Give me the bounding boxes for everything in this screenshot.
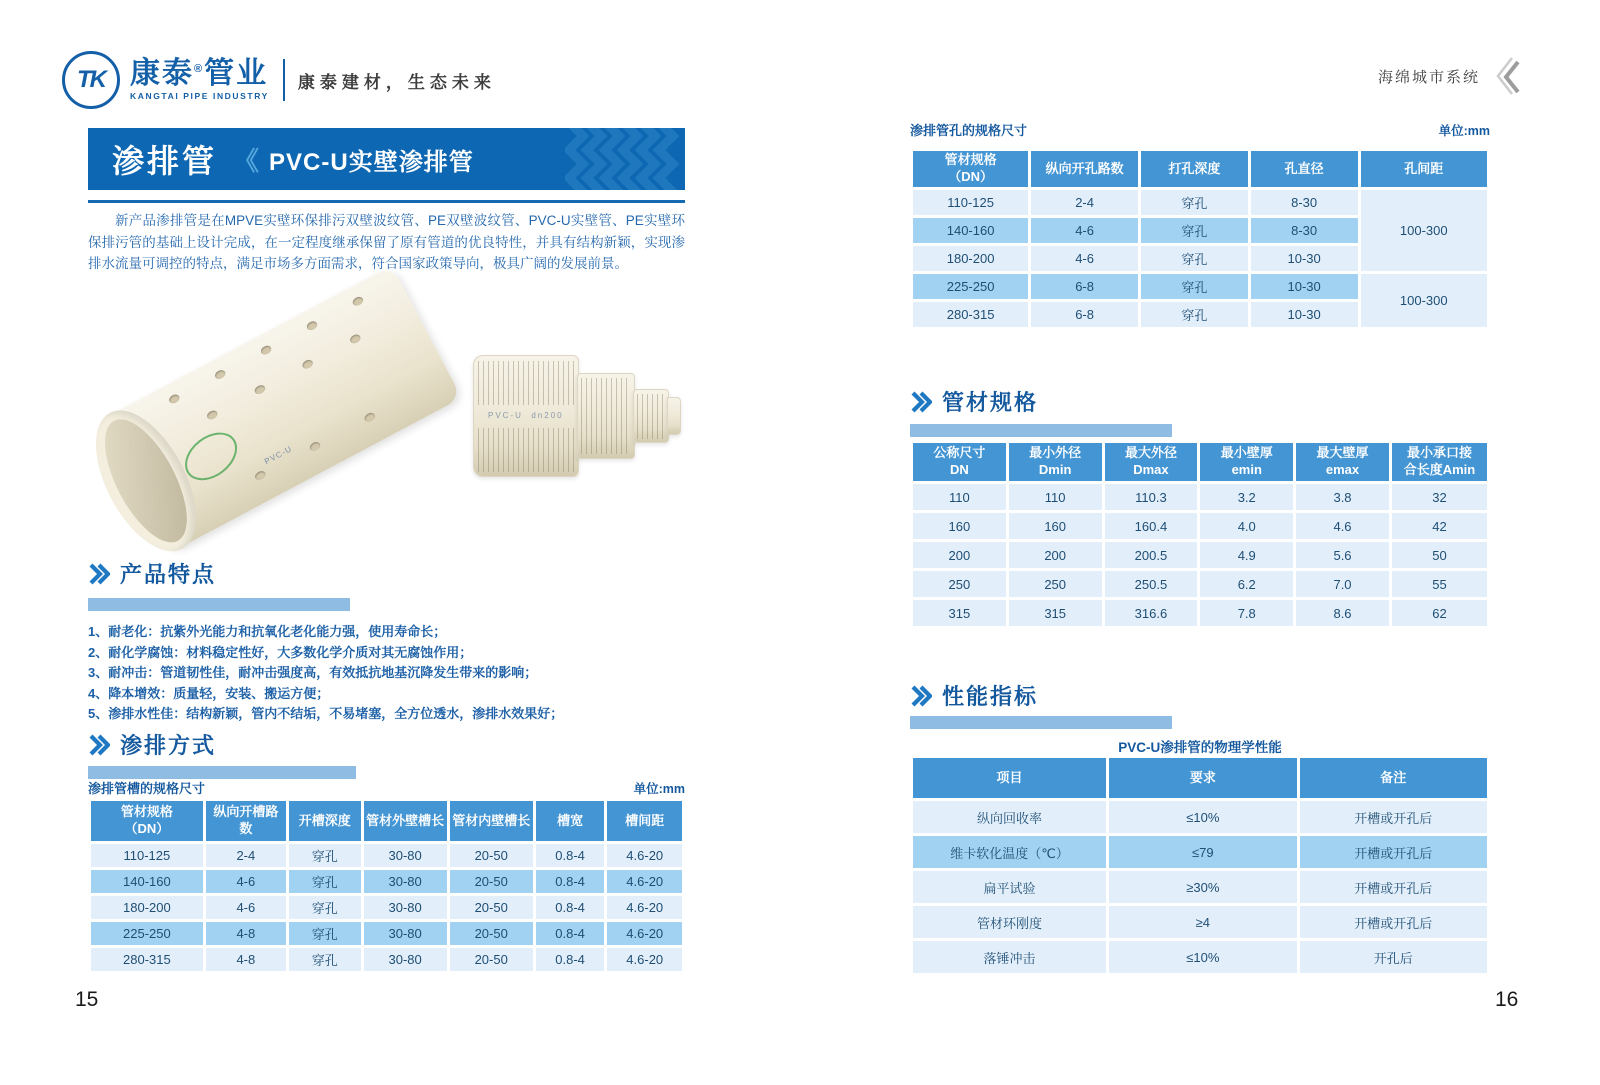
pipe-section-medium [577, 373, 635, 459]
table-cell: ≤79 [1109, 836, 1296, 868]
table-cell: 7.0 [1296, 571, 1389, 597]
column-header: 管材内壁槽长 [450, 801, 533, 841]
table-cell: ≤10% [1109, 801, 1296, 833]
table-cell: 32 [1392, 484, 1487, 510]
section-underline-bar [88, 598, 350, 611]
data-table [88, 798, 685, 974]
table-cell: 200 [1009, 542, 1102, 568]
table-caption: 渗排管孔的规格尺寸 [910, 123, 1028, 138]
table-row [913, 542, 1487, 568]
double-chevron-icon [910, 391, 932, 413]
table-cell: 落锤冲击 [913, 941, 1106, 973]
table-cell: 4.6-20 [607, 870, 682, 893]
table-cell: 30-80 [364, 870, 447, 893]
catalog-page-right [800, 0, 1600, 1085]
feature-item: 1、耐老化：抗紫外光能力和抗氧化老化能力强，使用寿命长； [88, 624, 447, 639]
banner-title: 渗排管 [112, 143, 218, 179]
data-table [910, 148, 1490, 330]
table-cell: 0.8-4 [536, 948, 605, 971]
table-cell: 0.8-4 [536, 896, 605, 919]
table-cell: 维卡软化温度（℃） [913, 836, 1106, 868]
chevron-pattern-icon [565, 128, 685, 190]
pipe-print-marking: PVC-U [262, 444, 294, 467]
table-cell: 穿孔 [289, 948, 361, 971]
table-cell: 开槽或开孔后 [1300, 871, 1487, 903]
feature-item: 4、降本增效：质量轻，安装、搬运方便； [88, 685, 330, 701]
table-row [91, 948, 682, 971]
registered-mark: ® [194, 63, 205, 76]
table-cell: 62 [1392, 600, 1487, 626]
table-cell: 30-80 [364, 896, 447, 919]
sponge-city-label: 海绵城市系统 [1377, 68, 1480, 86]
column-header: 最大外径 Dmax [1105, 443, 1198, 481]
column-header: 要求 [1109, 758, 1296, 798]
data-table [910, 755, 1490, 976]
table-cell: 8-30 [1251, 218, 1358, 243]
table-caption-row [88, 778, 685, 797]
table-row [91, 922, 682, 945]
column-header: 打孔深度 [1141, 151, 1248, 187]
section-heading-seepage-method [88, 729, 216, 760]
table-cell: 穿孔 [1141, 218, 1248, 243]
seepage-slot-spec-table [88, 798, 685, 974]
table-cell: ≥30% [1109, 871, 1296, 903]
column-header: 最小外径 Dmin [1009, 443, 1102, 481]
section-title: 管材规格 [942, 390, 1039, 415]
table-cell: 316.6 [1105, 600, 1198, 626]
logo-tk-text: TK [77, 66, 105, 93]
feature-list [88, 622, 685, 725]
table-caption-row [910, 120, 1490, 139]
logo-tk-icon [62, 51, 120, 109]
product-photo-slotted-pipe [473, 340, 685, 500]
table-cell: 开槽或开孔后 [1300, 836, 1487, 868]
product-photo-perforated-pipe [98, 282, 463, 537]
table-cell: 160 [913, 513, 1006, 539]
table-row [913, 484, 1487, 510]
table-row [913, 836, 1487, 868]
table-cell: ≤10% [1109, 941, 1296, 973]
table-cell: 4.6 [1296, 513, 1389, 539]
table-cell: ≥4 [1109, 906, 1296, 938]
table-cell: 200 [913, 542, 1006, 568]
table-cell: 10-30 [1251, 302, 1358, 327]
table-cell: 4-6 [1031, 218, 1138, 243]
table-cell: 250 [913, 571, 1006, 597]
table-cell: 4-6 [1031, 246, 1138, 271]
table-cell: 扁平试验 [913, 871, 1106, 903]
table-cell: 8-30 [1251, 190, 1358, 215]
double-chevron-icon [910, 685, 932, 707]
table-cell: 8.6 [1296, 600, 1389, 626]
column-header: 纵向开槽路数 [206, 801, 286, 841]
performance-table-caption: PVC-U渗排管的物理学性能 [1118, 740, 1282, 755]
column-header: 项目 [913, 758, 1106, 798]
table-cell: 30-80 [364, 922, 447, 945]
table-cell: 穿孔 [1141, 302, 1248, 327]
unit-label: 单位:mm [633, 782, 685, 796]
section-heading-pipe-spec [910, 386, 1038, 417]
double-chevron-icon [88, 734, 110, 756]
data-table [910, 440, 1490, 629]
table-cell: 110 [1009, 484, 1102, 510]
product-banner [88, 128, 685, 190]
double-chevron-icon [88, 563, 110, 585]
table-cell: 30-80 [364, 844, 447, 867]
product-photos [88, 282, 685, 540]
table-cell: 管材环刚度 [913, 906, 1106, 938]
table-cell: 225-250 [913, 274, 1028, 299]
pipe-section-small [633, 389, 669, 443]
section-underline-bar [910, 716, 1172, 729]
table-cell: 4-8 [206, 948, 286, 971]
column-header: 最小承口接 合长度Amin [1392, 443, 1487, 481]
brand-tagline: 康泰建材，生态未来 [297, 72, 496, 92]
section-title: 产品特点 [120, 562, 217, 587]
table-cell: 280-315 [913, 302, 1028, 327]
logo-text [130, 59, 269, 101]
table-cell: 42 [1392, 513, 1487, 539]
table-cell: 315 [1009, 600, 1102, 626]
table-cell: 穿孔 [1141, 190, 1248, 215]
table-cell: 开槽或开孔后 [1300, 801, 1487, 833]
brand-logo [62, 48, 496, 112]
table-cell: 穿孔 [289, 844, 361, 867]
table-cell: 110-125 [91, 844, 203, 867]
table-cell: 55 [1392, 571, 1487, 597]
table-cell: 250 [1009, 571, 1102, 597]
column-header: 开槽深度 [289, 801, 361, 841]
table-cell: 2-4 [1031, 190, 1138, 215]
table-cell: 160.4 [1105, 513, 1198, 539]
table-cell: 3.8 [1296, 484, 1389, 510]
merged-table-cell: 100-300 [1361, 274, 1488, 327]
table-cell: 140-160 [913, 218, 1028, 243]
table-cell: 20-50 [450, 896, 533, 919]
table-row [913, 274, 1487, 299]
table-cell: 5.6 [1296, 542, 1389, 568]
table-cell: 6-8 [1031, 274, 1138, 299]
table-cell: 110 [913, 484, 1006, 510]
header-row [91, 801, 682, 841]
banner-quote-mark: 《 [233, 145, 260, 176]
unit-label: 单位:mm [1438, 124, 1490, 138]
table-cell: 0.8-4 [536, 870, 605, 893]
table-cell: 4.6-20 [607, 922, 682, 945]
column-header: 孔直径 [1251, 151, 1358, 187]
pipe-dimension-table [910, 440, 1490, 629]
table-cell: 6.2 [1200, 571, 1293, 597]
column-header: 公称尺寸 DN [913, 443, 1006, 481]
column-header: 管材外壁槽长 [364, 801, 447, 841]
feature-item: 3、耐冲击：管道韧性佳，耐冲击强度高，有效抵抗地基沉降发生带来的影响； [88, 665, 538, 681]
table-cell: 180-200 [913, 246, 1028, 271]
table-cell: 10-30 [1251, 274, 1358, 299]
column-header: 孔间距 [1361, 151, 1488, 187]
table-row [913, 190, 1487, 215]
table-cell: 160 [1009, 513, 1102, 539]
table-cell: 开槽或开孔后 [1300, 906, 1487, 938]
table-cell: 250.5 [1105, 571, 1198, 597]
section-heading-features [88, 558, 216, 589]
sponge-city-header [1340, 56, 1520, 96]
banner-subtitle: PVC-U实壁渗排管 [269, 148, 474, 176]
table-cell: 180-200 [91, 896, 203, 919]
table-cell: 225-250 [91, 922, 203, 945]
header-row [913, 758, 1487, 798]
table-row [913, 871, 1487, 903]
header-row [913, 443, 1487, 481]
seepage-hole-spec-table [910, 148, 1490, 330]
banner-divider-line [88, 200, 685, 203]
table-cell: 110.3 [1105, 484, 1198, 510]
table-cell: 4-6 [206, 896, 286, 919]
column-header: 纵向开孔路数 [1031, 151, 1138, 187]
table-row [91, 896, 682, 919]
table-cell: 0.8-4 [536, 922, 605, 945]
pipe-print-marking: PVC-U dn200 [488, 411, 564, 420]
pipe-section-large [473, 355, 579, 477]
logo-divider [283, 59, 285, 101]
table-cell: 穿孔 [289, 922, 361, 945]
physical-performance-table [910, 755, 1490, 976]
column-header: 槽宽 [536, 801, 605, 841]
column-header: 管材规格 （DN） [913, 151, 1028, 187]
table-cell: 7.8 [1200, 600, 1293, 626]
table-cell: 开孔后 [1300, 941, 1487, 973]
table-cell: 4-8 [206, 922, 286, 945]
table-cell: 0.8-4 [536, 844, 605, 867]
table-cell: 2-4 [206, 844, 286, 867]
column-header: 最大壁厚 emax [1296, 443, 1389, 481]
table-cell: 穿孔 [289, 870, 361, 893]
section-title: 渗排方式 [120, 733, 217, 758]
table-row [913, 600, 1487, 626]
feature-item: 5、渗排水性佳：结构新颖，管内不结垢，不易堵塞，全方位透水，渗排水效果好； [88, 706, 564, 722]
table-row [91, 844, 682, 867]
table-cell: 穿孔 [1141, 274, 1248, 299]
table-row [913, 571, 1487, 597]
table-cell: 110-125 [913, 190, 1028, 215]
table-cell: 20-50 [450, 922, 533, 945]
table-cell: 4.0 [1200, 513, 1293, 539]
table-cell: 20-50 [450, 948, 533, 971]
table-cell: 穿孔 [289, 896, 361, 919]
section-underline-bar [910, 424, 1172, 437]
page-number: 16 [1495, 988, 1519, 1011]
table-caption: 渗排管槽的规格尺寸 [88, 781, 206, 796]
table-cell: 3.2 [1200, 484, 1293, 510]
table-row [913, 941, 1487, 973]
feature-item: 2、耐化学腐蚀：材料稳定性好，大多数化学介质对其无腐蚀作用； [88, 644, 473, 660]
table-row [913, 801, 1487, 833]
table-row [913, 906, 1487, 938]
table-cell: 4-6 [206, 870, 286, 893]
table-cell: 4.6-20 [607, 948, 682, 971]
column-header: 最小壁厚 emin [1200, 443, 1293, 481]
brand-name: 康泰®管业 [130, 57, 269, 91]
merged-table-cell: 100-300 [1361, 190, 1488, 271]
table-cell: 4.9 [1200, 542, 1293, 568]
table-cell: 纵向回收率 [913, 801, 1106, 833]
column-header: 管材规格 （DN） [91, 801, 203, 841]
table-cell: 穿孔 [1141, 246, 1248, 271]
header-row [913, 151, 1487, 187]
section-heading-performance [910, 680, 1038, 711]
table-cell: 280-315 [91, 948, 203, 971]
table-cell: 200.5 [1105, 542, 1198, 568]
table-cell: 20-50 [450, 870, 533, 893]
double-lightning-icon [1490, 56, 1520, 96]
table-cell: 6-8 [1031, 302, 1138, 327]
table-row [91, 870, 682, 893]
brand-subtitle: KANGTAI PIPE INDUSTRY [130, 91, 269, 102]
table-cell: 140-160 [91, 870, 203, 893]
section-title: 性能指标 [942, 684, 1039, 709]
table-cell: 20-50 [450, 844, 533, 867]
table-cell: 10-30 [1251, 246, 1358, 271]
table-cell: 4.6-20 [607, 844, 682, 867]
table-cell: 50 [1392, 542, 1487, 568]
table-cell: 30-80 [364, 948, 447, 971]
column-header: 备注 [1300, 758, 1487, 798]
intro-paragraph: 新产品渗排管是在MPVE实壁环保排污双壁波纹管、PE双壁波纹管、PVC-U实壁管、PE实壁环保排污管的基础上设计完成，在一定程度继承保留了原有管道的优良特性，并具有结构新颖，实现渗排水流量可调控的特点，满足市场多方面需求，符合国家政策导向，极具广阔的发展前景。 [88, 213, 685, 271]
pipe-section-end [667, 397, 681, 435]
table-cell: 315 [913, 600, 1006, 626]
table-cell: 4.6-20 [607, 896, 682, 919]
column-header: 槽间距 [607, 801, 682, 841]
page-number: 15 [75, 988, 99, 1011]
table-row [913, 513, 1487, 539]
